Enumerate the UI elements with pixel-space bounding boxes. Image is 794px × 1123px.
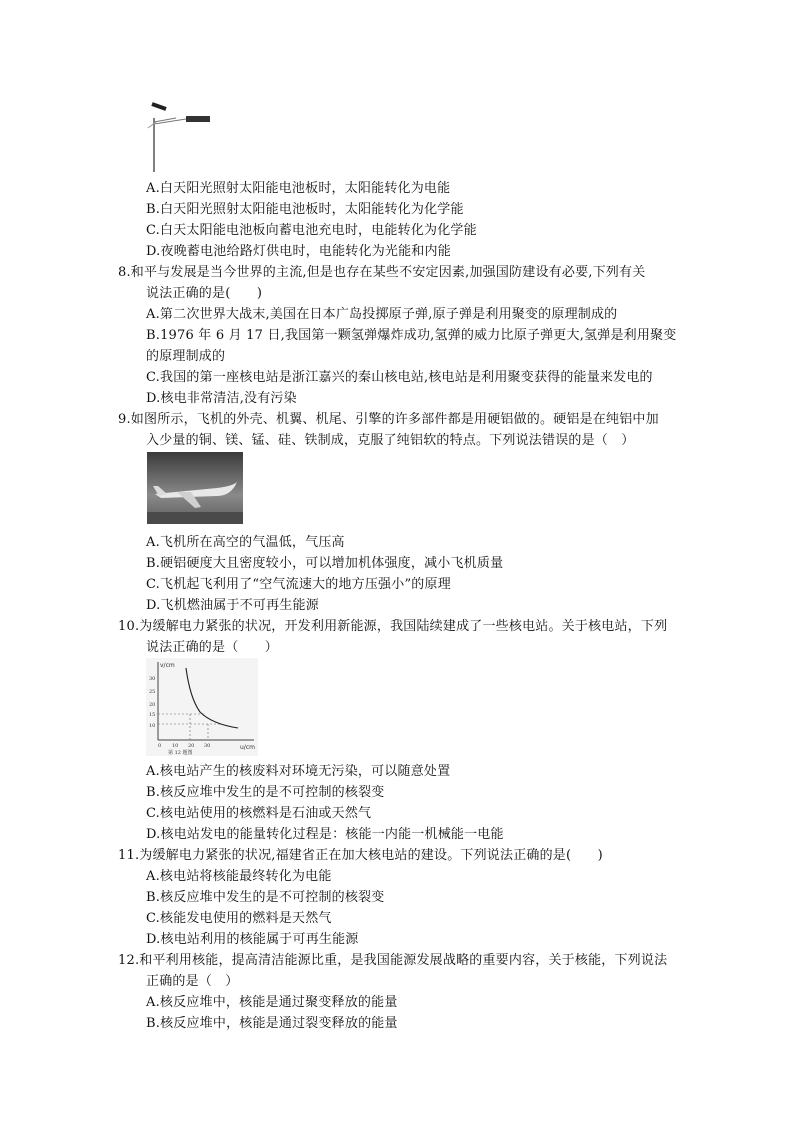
x-tick: 30: [204, 743, 211, 749]
figure-caption: 第 12 题图: [168, 750, 193, 756]
q11-stem: 11.为缓解电力紧张的状况,福建省正在加大核电站的建设。下列说法正确的是( ): [118, 848, 603, 863]
q7-option-a: A.白天阳光照射太阳能电池板时，太阳能转化为电能: [146, 181, 451, 196]
y-tick: 10: [149, 723, 156, 729]
q10-option-b: B.核反应堆中发生的是不可控制的核裂变: [146, 785, 385, 800]
x-axis-label: u/cm: [240, 744, 255, 751]
x-tick: 10: [172, 743, 179, 749]
x-tick: 0: [158, 743, 162, 749]
q8-stem-line2: 说法正确的是( ): [146, 286, 263, 301]
q7-option-b: B.白天阳光照射太阳能电池板时，太阳能转化为化学能: [146, 202, 464, 217]
q10-option-a: A.核电站产生的核废料对环境无污染，可以随意处置: [146, 764, 451, 779]
q7-option-c: C.白天太阳能电池板向蓄电池充电时，电能转化为化学能: [146, 223, 477, 238]
q12-stem-line1: 12.和平利用核能，提高清洁能源比重，是我国能源发展战略的重要内容，关于核能，下列说法: [118, 953, 668, 968]
q11-option-a: A.核电站将核能最终转化为电能: [146, 869, 332, 884]
q12-option-b: B.核反应堆中，核能是通过裂变释放的能量: [146, 1016, 398, 1031]
q7-option-d: D.夜晚蓄电池给路灯供电时，电能转化为光能和内能: [146, 244, 451, 259]
airplane-photo: [147, 452, 243, 524]
q10-stem-line1: 10.为缓解电力紧张的状况，开发利用新能源，我国陆续建成了一些核电站。关于核电站，下列: [118, 619, 668, 634]
q11-option-c: C.核能发电使用的燃料是天然气: [146, 911, 332, 926]
q10-option-c: C.核电站使用的核燃料是石油或天然气: [146, 806, 372, 821]
q8-option-c: C.我国的第一座核电站是浙江嘉兴的秦山核电站,核电站是利用聚变获得的能量来发电的: [146, 370, 653, 385]
q9-option-a: A.飞机所在高空的气温低，气压高: [146, 535, 345, 550]
q11-option-b: B.核反应堆中发生的是不可控制的核裂变: [146, 890, 385, 905]
q12-option-a: A.核反应堆中，核能是通过聚变释放的能量: [146, 995, 398, 1010]
graph-figure: [146, 658, 258, 756]
y-axis-label: v/cm: [160, 662, 175, 669]
q8-stem-line1: 8.和平与发展是当今世界的主流,但是也存在某些不安定因素,加强国防建设有必要,下列有关: [118, 265, 646, 280]
q9-option-c: C.飞机起飞利用了“空气流速大的地方压强小”的原理: [146, 577, 451, 592]
q8-option-b-line2: 的原理制成的: [146, 349, 226, 364]
y-tick: 30: [149, 676, 156, 682]
q8-option-d: D.核电非常清洁,没有污染: [146, 391, 297, 406]
q9-stem-line2: 入少量的铜、镁、锰、硅、铁制成，克服了纯铝软的特点。下列说法错误的是（ ）: [146, 433, 635, 448]
q10-stem-line2: 说法正确的是（ ）: [146, 640, 279, 655]
y-tick: 20: [149, 702, 156, 708]
solar-street-lamp-figure: [146, 100, 216, 172]
q11-option-d: D.核电站利用的核能属于可再生能源: [146, 932, 359, 947]
y-tick: 25: [149, 689, 156, 695]
y-tick: 15: [149, 712, 156, 718]
q9-option-d: D.飞机燃油属于不可再生能源: [146, 598, 319, 613]
x-tick: 20: [188, 743, 195, 749]
q8-option-a: A.第二次世界大战末,美国在日本广岛投掷原子弹,原子弹是利用聚变的原理制成的: [146, 307, 618, 322]
q10-option-d: D.核电站发电的能量转化过程是：核能一内能一机械能一电能: [146, 827, 504, 842]
q9-stem-line1: 9.如图所示，飞机的外壳、机翼、机尾、引擎的许多部件都是用硬铝做的。硬铝是在纯铝中加: [118, 412, 659, 427]
q12-stem-line2: 正确的是（ ）: [146, 974, 239, 989]
q8-option-b-line1: B.1976 年 6 月 17 日,我国第一颗氢弹爆炸成功,氢弹的威力比原子弹更大,氢弹是利用聚变: [146, 328, 677, 343]
q9-option-b: B.硬铝硬度大且密度较小，可以增加机体强度，减小飞机质量: [146, 556, 504, 571]
